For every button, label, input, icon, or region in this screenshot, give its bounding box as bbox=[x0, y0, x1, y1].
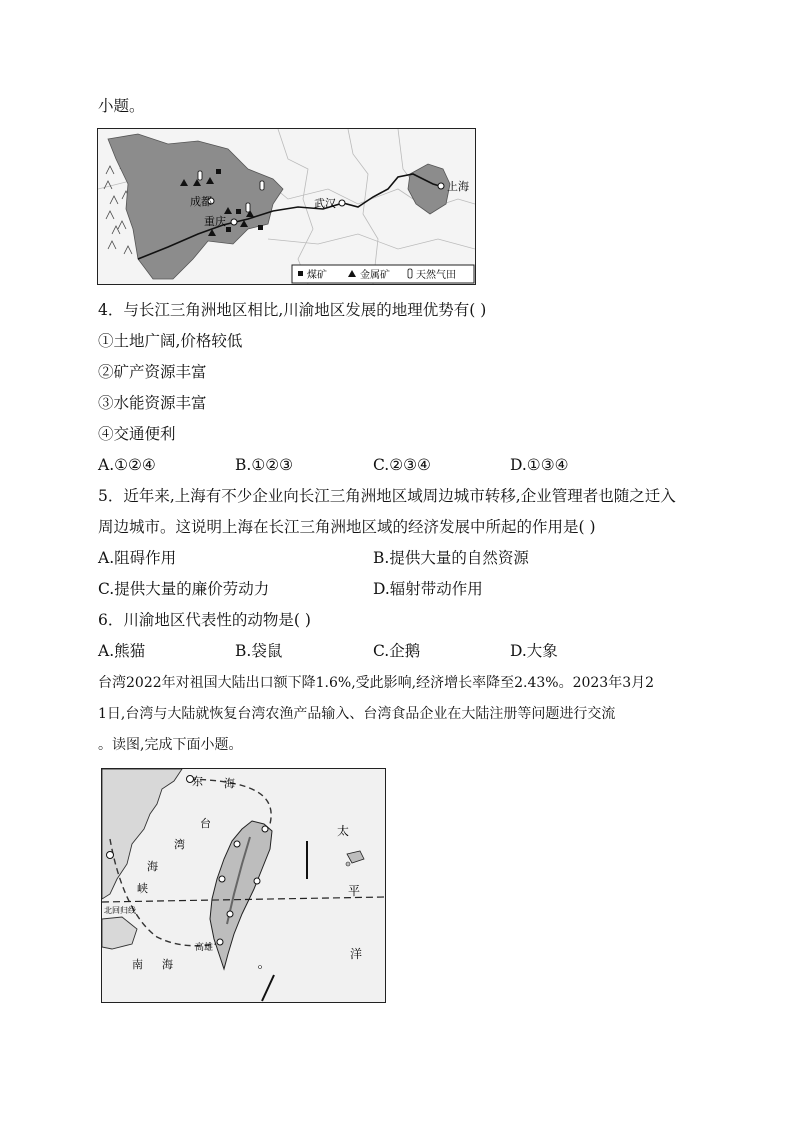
legend-metal: 金属矿 bbox=[360, 270, 390, 281]
label-chongqing: 重庆 bbox=[204, 215, 226, 228]
chongqing-marker bbox=[231, 219, 237, 225]
label-strait-4: 峡 bbox=[137, 882, 148, 895]
q4-statement-3: ③水能资源丰富 bbox=[98, 394, 207, 412]
label-pacific-3: 洋 bbox=[350, 947, 363, 961]
label-south-sea-1: 南 bbox=[132, 958, 143, 971]
mainland-coast-south bbox=[102, 917, 137, 949]
label-south-sea-2: 海 bbox=[162, 958, 173, 971]
label-pacific-1: 太 bbox=[337, 824, 350, 838]
taiwan-map bbox=[101, 768, 386, 1003]
q4-option-c[interactable]: C.②③④ bbox=[373, 456, 431, 474]
islet-south bbox=[259, 966, 262, 969]
wuhan-marker bbox=[339, 200, 345, 206]
label-pacific-2: 平 bbox=[348, 884, 361, 898]
legend-gas: 天然气田 bbox=[416, 270, 456, 281]
q6-option-c[interactable]: C.企鹅 bbox=[373, 642, 421, 660]
q4-statement-2: ②矿产资源丰富 bbox=[98, 363, 207, 381]
ryukyu-islands bbox=[347, 851, 364, 863]
q6-option-a[interactable]: A.熊猫 bbox=[98, 642, 146, 660]
label-shanghai: 上海 bbox=[447, 180, 469, 193]
q5-option-d[interactable]: D.辐射带动作用 bbox=[373, 580, 483, 598]
taiwan-map-graphic bbox=[102, 769, 385, 1002]
q4-stem: 4．与长江三角洲地区相比,川渝地区发展的地理优势有( ) bbox=[98, 301, 487, 319]
mainland-coast bbox=[102, 769, 182, 899]
q5-option-b[interactable]: B.提供大量的自然资源 bbox=[373, 549, 529, 567]
label-strait-1: 台 bbox=[200, 817, 211, 830]
intro-tail: 小题。 bbox=[98, 97, 145, 115]
q4-option-b[interactable]: B.①②③ bbox=[235, 456, 294, 474]
yangtze-map bbox=[97, 128, 476, 285]
yangtze-map-graphic bbox=[98, 129, 475, 284]
label-strait-3: 海 bbox=[147, 860, 158, 873]
q6-option-b[interactable]: B.袋鼠 bbox=[235, 642, 283, 660]
q4-option-d[interactable]: D.①③④ bbox=[510, 456, 569, 474]
legend-coal-icon bbox=[298, 271, 303, 276]
q4-statement-4: ④交通便利 bbox=[98, 425, 176, 443]
taiwan-island bbox=[210, 821, 272, 969]
legend-coal: 煤矿 bbox=[307, 270, 327, 281]
label-strait-2: 湾 bbox=[174, 838, 185, 851]
label-tropic: 北回归线 bbox=[104, 906, 136, 915]
label-wuhan: 武汉 bbox=[314, 197, 336, 210]
passage-line1: 台湾2022年对祖国大陆出口额下降1.6%,受此影响,经济增长率降至2.43%。2023年3月2 bbox=[98, 675, 655, 691]
q5-option-c[interactable]: C.提供大量的廉价劳动力 bbox=[98, 580, 270, 598]
label-kaohsiung: 高雄 bbox=[195, 943, 214, 953]
passage-line3: 。读图,完成下面小题。 bbox=[98, 737, 243, 753]
legend-gas-icon bbox=[408, 269, 412, 278]
passage-line2: 1日,台湾与大陆就恢复台湾农渔产品输入、台湾食品企业在大陆注册等问题进行交流 bbox=[98, 706, 616, 722]
label-east-sea-2: 海 bbox=[224, 777, 235, 790]
label-chengdu: 成都 bbox=[190, 195, 212, 208]
q4-statement-1: ①土地广阔,价格较低 bbox=[98, 332, 243, 350]
shanghai-marker bbox=[438, 183, 444, 189]
shanghai-region bbox=[408, 164, 450, 214]
label-east-sea-1: 东 bbox=[192, 775, 203, 788]
q5-stem-line2: 周边城市。这说明上海在长江三角洲地区域的经济发展中所起的作用是( ) bbox=[98, 518, 596, 536]
boundary-line-2 bbox=[262, 975, 274, 1001]
q6-option-d[interactable]: D.大象 bbox=[510, 642, 558, 660]
q5-stem-line1: 5．近年来,上海有不少企业向长江三角洲地区域周边城市转移,企业管理者也随之迁入 bbox=[98, 487, 676, 505]
q5-option-a[interactable]: A.阻碍作用 bbox=[98, 549, 177, 567]
q4-option-a[interactable]: A.①②④ bbox=[98, 456, 156, 474]
islet bbox=[346, 862, 350, 866]
q6-stem: 6．川渝地区代表性的动物是( ) bbox=[98, 611, 311, 629]
